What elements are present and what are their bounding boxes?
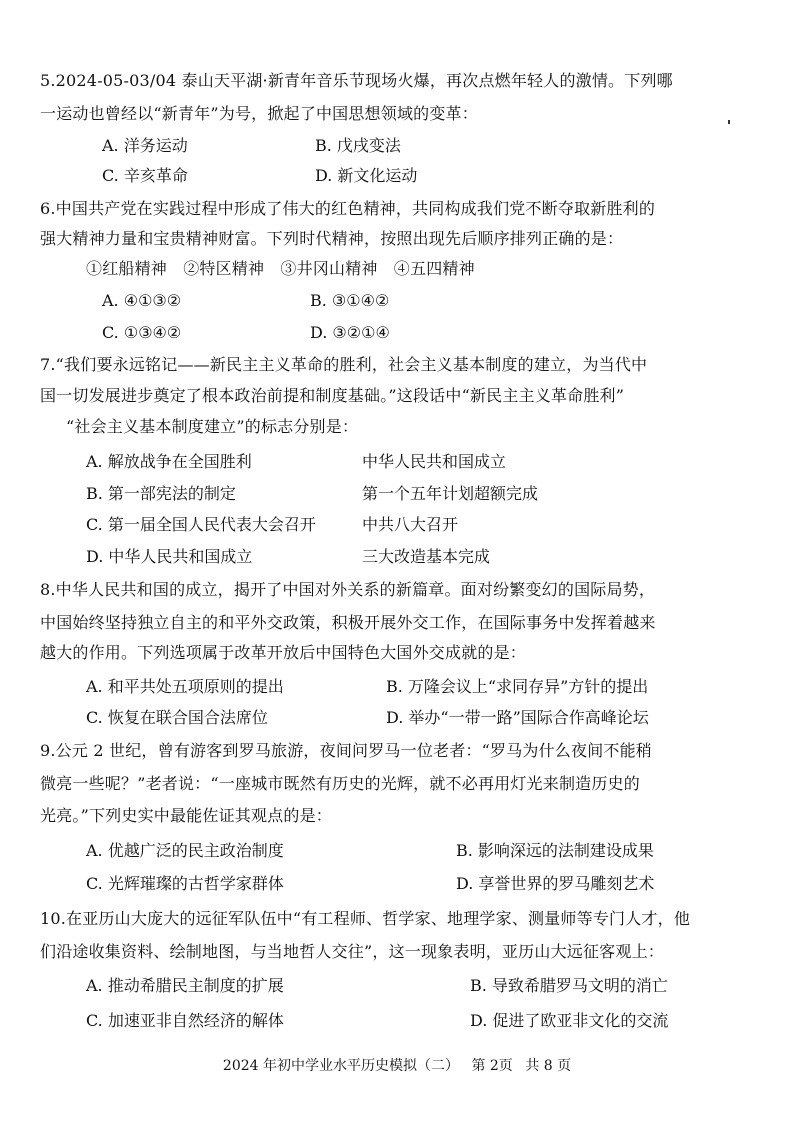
- footer-page-number: 第 2页: [471, 1058, 513, 1074]
- q5-option-c[interactable]: C. 辛亥革命: [102, 166, 188, 185]
- q8-option-c[interactable]: C. 恢复在联合国合法席位: [86, 708, 268, 727]
- q5-stem-line-1: 5.2024-05-03/04 泰山天平湖·新青年音乐节现场火爆，再次点燃年轻人的激情。下列哪: [40, 71, 673, 90]
- q7-option-b[interactable]: B. 第一部宪法的制定: [86, 484, 236, 503]
- q6-stem-line-1: 6.中国共产党在实践过程中形成了伟大的红色精神，共同构成我们党不断夺取新胜利的: [40, 199, 656, 218]
- q10-option-c[interactable]: C. 加速亚非自然经济的解体: [86, 1011, 284, 1030]
- q8-option-b[interactable]: B. 万隆会议上“求同存异”方针的提出: [386, 677, 649, 696]
- q7-option-a[interactable]: A. 解放战争在全国胜利: [86, 452, 252, 471]
- q5-option-b[interactable]: B. 戊戌变法: [315, 136, 401, 155]
- q9-option-a[interactable]: A. 优越广泛的民主政治制度: [86, 841, 284, 860]
- q8-option-a[interactable]: A. 和平共处五项原则的提出: [86, 677, 284, 696]
- q8-number: 8.: [40, 580, 56, 599]
- q7-number: 7.: [40, 355, 56, 374]
- q7-option-d[interactable]: D. 中华人民共和国成立: [86, 547, 253, 566]
- q7-stem-line-1: 7.“我们要永远铭记——新民主主义革命的胜利，社会主义基本制度的建立，为当代中: [40, 355, 648, 374]
- scan-speck: [728, 120, 730, 124]
- q8-option-d[interactable]: D. 举办“一带一路”国际合作高峰论坛: [386, 708, 649, 727]
- q6-items: ①红船精神 ②特区精神 ③井冈山精神 ④五四精神: [86, 259, 475, 278]
- q5-number: 5.: [40, 71, 56, 90]
- q7-option-d-second: 三大改造基本完成: [362, 547, 491, 566]
- q9-option-b[interactable]: B. 影响深远的法制建设成果: [456, 841, 654, 860]
- q9-stem-line-3: 光亮。”下列史实中最能佐证其观点的是：: [40, 806, 332, 825]
- q10-option-b[interactable]: B. 导致希腊罗马文明的消亡: [470, 976, 668, 995]
- q6-option-b[interactable]: B. ③①④②: [310, 291, 390, 310]
- q9-number: 9.: [40, 741, 56, 760]
- q7-stem-line-2: 国一切发展进步奠定了根本政治前提和制度基础。”这段话中“新民主主义革命胜利”: [40, 386, 625, 405]
- footer-exam-title: 2024 年初中学业水平历史模拟（二）: [222, 1058, 459, 1074]
- q8-stem-line-2: 中国始终坚持独立自主的和平外交政策，积极开展外交工作，在国际事务中发挥着越来: [40, 613, 656, 632]
- q10-stem-line-1: 10.在亚历山大庞大的远征军队伍中“有工程师、哲学家、地理学家、测量师等专门人才，他: [40, 909, 691, 928]
- q6-number: 6.: [40, 199, 56, 218]
- q10-option-a[interactable]: A. 推动希腊民主制度的扩展: [86, 976, 284, 995]
- q9-stem-line-1: 9.公元 2 世纪，曾有游客到罗马旅游，夜间问罗马一位老者：“罗马为什么夜间不能稍: [40, 741, 653, 760]
- page-footer: [0, 1056, 794, 1076]
- q10-number: 10.: [40, 909, 67, 928]
- q9-option-d[interactable]: D. 享誉世界的罗马雕刻艺术: [456, 874, 655, 893]
- q8-stem-line-1: 8.中华人民共和国的成立，揭开了中国对外关系的新篇章。面对纷繁变幻的国际局势，: [40, 580, 656, 599]
- q10-stem-line-2: 们沿途收集资料、绘制地图，与当地哲人交往”，这一现象表明，亚历山大远征客观上：: [40, 942, 664, 961]
- q10-option-d[interactable]: D. 促进了欧亚非文化的交流: [470, 1011, 669, 1030]
- q5-option-d[interactable]: D. 新文化运动: [315, 166, 418, 185]
- q9-option-c[interactable]: C. 光辉璀璨的古哲学家群体: [86, 874, 284, 893]
- footer-total-pages: 共 8 页: [525, 1058, 572, 1074]
- q6-option-c[interactable]: C. ①③④②: [102, 323, 182, 342]
- q7-option-a-second: 中华人民共和国成立: [362, 452, 507, 471]
- q8-stem-line-3: 越大的作用。下列选项属于改革开放后中国特色大国外交成就的是：: [40, 643, 527, 662]
- q7-option-c[interactable]: C. 第一届全国人民代表大会召开: [86, 515, 316, 534]
- q6-option-d[interactable]: D. ③②①④: [310, 323, 390, 342]
- q5-stem-line-2: 一运动也曾经以“新青年”为号，掀起了中国思想领域的变革：: [40, 104, 478, 123]
- q5-option-a[interactable]: A. 洋务运动: [102, 136, 188, 155]
- q7-stem-line-3: “社会主义基本制度建立”的标志分别是：: [66, 417, 359, 436]
- q7-option-c-second: 中共八大召开: [362, 515, 459, 534]
- q9-stem-line-2: 微亮一些呢？”老者说：“一座城市既然有历史的光辉，就不必再用灯光来制造历史的: [40, 774, 640, 793]
- q6-stem-line-2: 强大精神力量和宝贵精神财富。下列时代精神，按照出现先后顺序排列正确的是：: [40, 229, 624, 248]
- q7-option-b-second: 第一个五年计划超额完成: [362, 484, 539, 503]
- q6-option-a[interactable]: A. ④①③②: [102, 291, 182, 310]
